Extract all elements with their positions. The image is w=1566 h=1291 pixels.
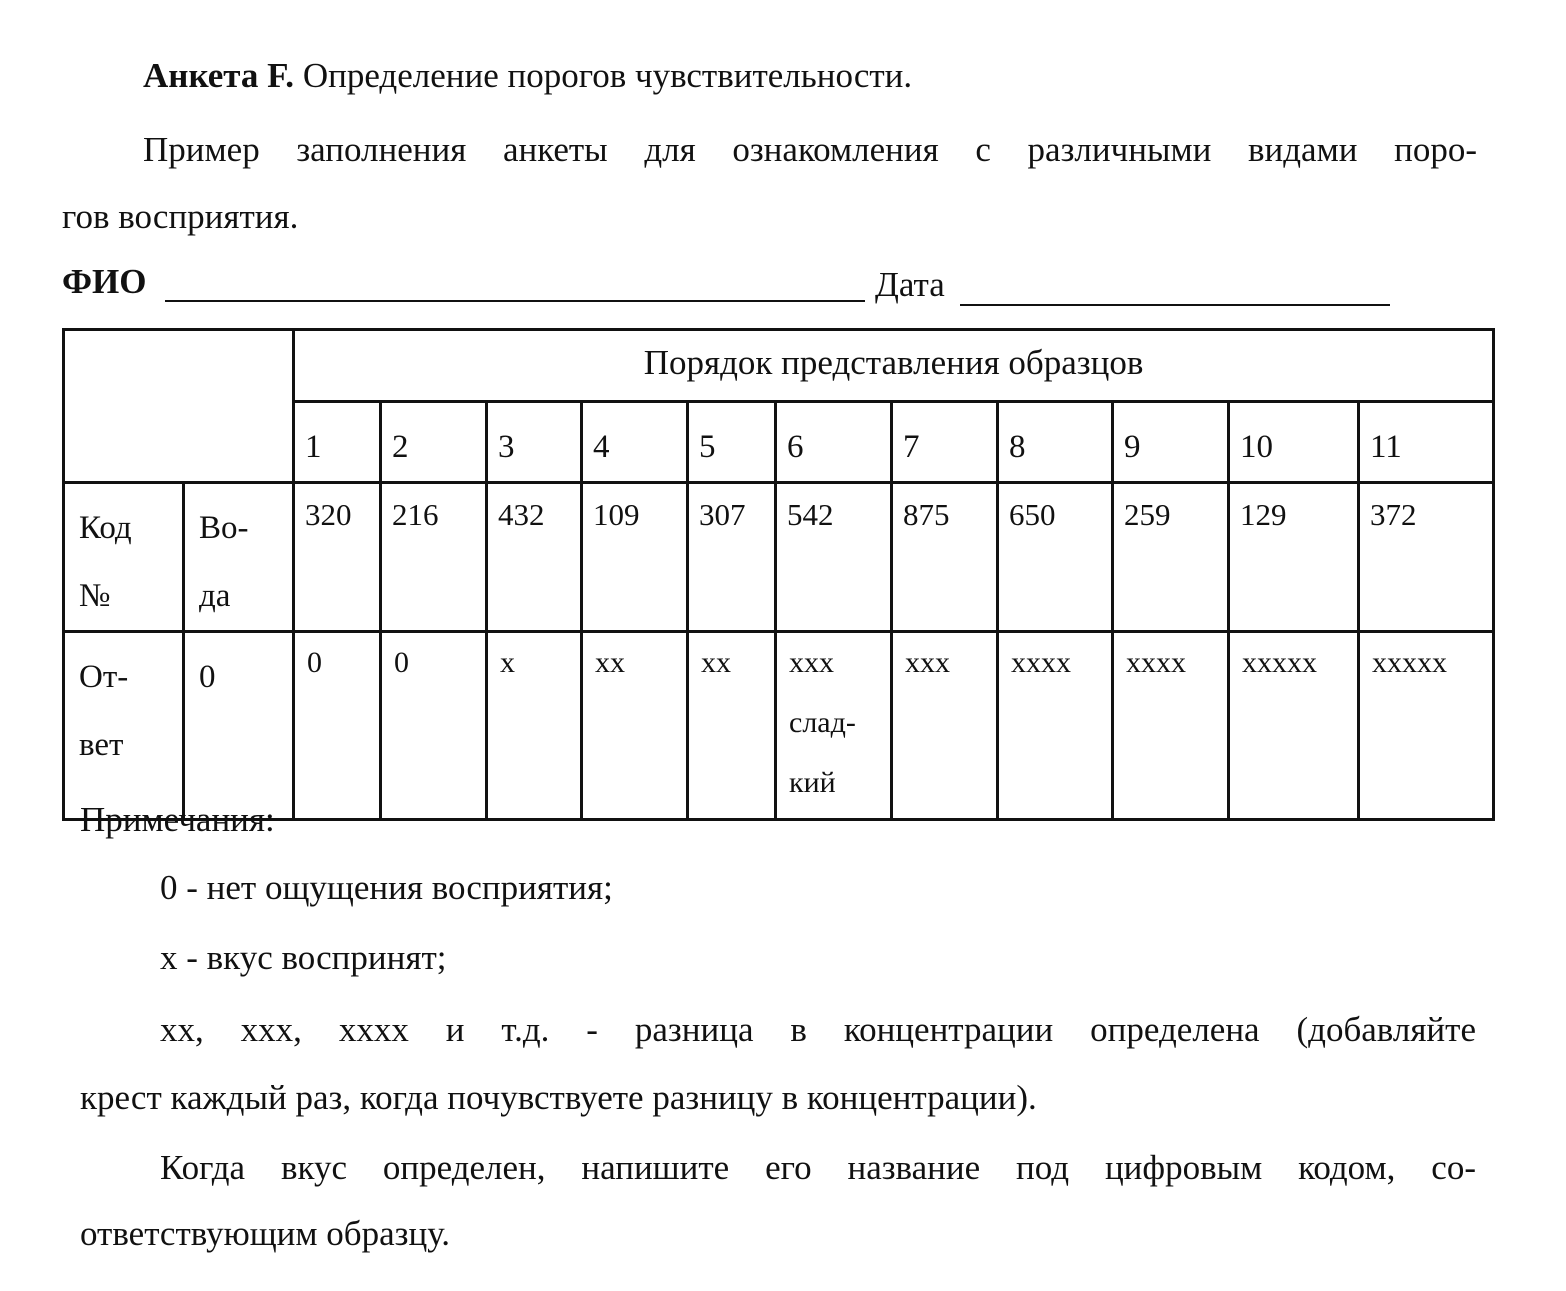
fio-label: ФИО bbox=[62, 262, 147, 301]
answer-line: xxxxx bbox=[1372, 646, 1447, 679]
position-cell: 7 bbox=[892, 402, 998, 483]
date-label: Дата bbox=[875, 265, 945, 304]
water-answer-cell: 0 bbox=[184, 632, 294, 820]
notes-title: Примечания: bbox=[80, 800, 275, 839]
water-label-cell bbox=[184, 483, 294, 632]
answer-label-line: От- bbox=[79, 659, 129, 695]
answer-line: xxx bbox=[905, 646, 950, 679]
code-label-line: Код bbox=[79, 510, 132, 546]
date-field[interactable] bbox=[960, 304, 1390, 306]
intro-line-1: Пример заполнения анкеты для ознакомления с различными видами поро- bbox=[143, 130, 1477, 169]
answer-line: xx bbox=[701, 646, 731, 679]
answer-cell bbox=[998, 632, 1113, 820]
sample-code-cell: 320 bbox=[294, 483, 381, 632]
position-cell: 11 bbox=[1359, 402, 1494, 483]
answer-label-cell bbox=[64, 632, 184, 820]
sample-code-cell: 129 bbox=[1229, 483, 1359, 632]
note-concentration-line-1: xx, xxx, xxxx и т.д. - разница в концентрации определена (добавляйте bbox=[160, 1010, 1476, 1049]
note-taste-perceived: x - вкус воспринят; bbox=[160, 938, 447, 977]
sample-order-table bbox=[62, 328, 1495, 821]
answer-line: x bbox=[500, 646, 515, 679]
note-no-sensation: 0 - нет ощущения восприятия; bbox=[160, 868, 613, 907]
answer-cell bbox=[381, 632, 487, 820]
code-label-line: № bbox=[79, 578, 111, 614]
answer-label-line: вет bbox=[79, 727, 124, 763]
intro-line-2: гов восприятия. bbox=[62, 197, 299, 236]
page-heading bbox=[143, 56, 912, 96]
note-concentration-line-2: крест каждый раз, когда почувствуете разницу в концентрации). bbox=[80, 1078, 1037, 1117]
position-cell: 8 bbox=[998, 402, 1113, 483]
position-cell: 2 bbox=[381, 402, 487, 483]
sample-code-cell: 259 bbox=[1113, 483, 1229, 632]
water-label-line: да bbox=[199, 578, 231, 614]
answer-cell bbox=[1359, 632, 1494, 820]
note-taste-name-line-2: ответствующим образцу. bbox=[80, 1214, 450, 1253]
answer-cell bbox=[294, 632, 381, 820]
position-cell: 9 bbox=[1113, 402, 1229, 483]
position-cell: 1 bbox=[294, 402, 381, 483]
code-label-cell bbox=[64, 483, 184, 632]
answer-cell bbox=[1229, 632, 1359, 820]
position-cell: 3 bbox=[487, 402, 582, 483]
position-cell: 6 bbox=[776, 402, 892, 483]
answer-cell bbox=[688, 632, 776, 820]
sample-code-cell: 650 bbox=[998, 483, 1113, 632]
answer-line: xxx bbox=[789, 646, 834, 679]
sample-code-cell: 307 bbox=[688, 483, 776, 632]
sample-code-cell: 216 bbox=[381, 483, 487, 632]
heading-label: Анкета F. bbox=[143, 56, 295, 95]
answer-cell bbox=[582, 632, 688, 820]
position-cell: 4 bbox=[582, 402, 688, 483]
answer-line: 0 bbox=[307, 646, 322, 679]
sample-code-cell: 432 bbox=[487, 483, 582, 632]
empty-corner-cell bbox=[64, 330, 294, 483]
sample-code-cell: 542 bbox=[776, 483, 892, 632]
answer-line: xxxx bbox=[1011, 646, 1071, 679]
answer-cell bbox=[487, 632, 582, 820]
order-header: Порядок представления образцов bbox=[294, 330, 1494, 402]
heading-text: Определение порогов чувствительности. bbox=[302, 56, 913, 95]
answer-line: xxxxx bbox=[1242, 646, 1317, 679]
position-cell: 5 bbox=[688, 402, 776, 483]
answer-line: слад- bbox=[789, 706, 856, 739]
answer-line: xx bbox=[595, 646, 625, 679]
fio-field[interactable] bbox=[165, 300, 865, 302]
answer-cell bbox=[1113, 632, 1229, 820]
position-cell: 10 bbox=[1229, 402, 1359, 483]
answer-line: 0 bbox=[394, 646, 409, 679]
answer-cell bbox=[892, 632, 998, 820]
answer-line: кий bbox=[789, 766, 836, 799]
answer-line: xxxx bbox=[1126, 646, 1186, 679]
sample-code-cell: 875 bbox=[892, 483, 998, 632]
sample-code-cell: 109 bbox=[582, 483, 688, 632]
answer-cell bbox=[776, 632, 892, 820]
sample-code-cell: 372 bbox=[1359, 483, 1494, 632]
water-label-line: Во- bbox=[199, 510, 249, 546]
note-taste-name-line-1: Когда вкус определен, напишите его название под цифровым кодом, со- bbox=[160, 1148, 1476, 1187]
